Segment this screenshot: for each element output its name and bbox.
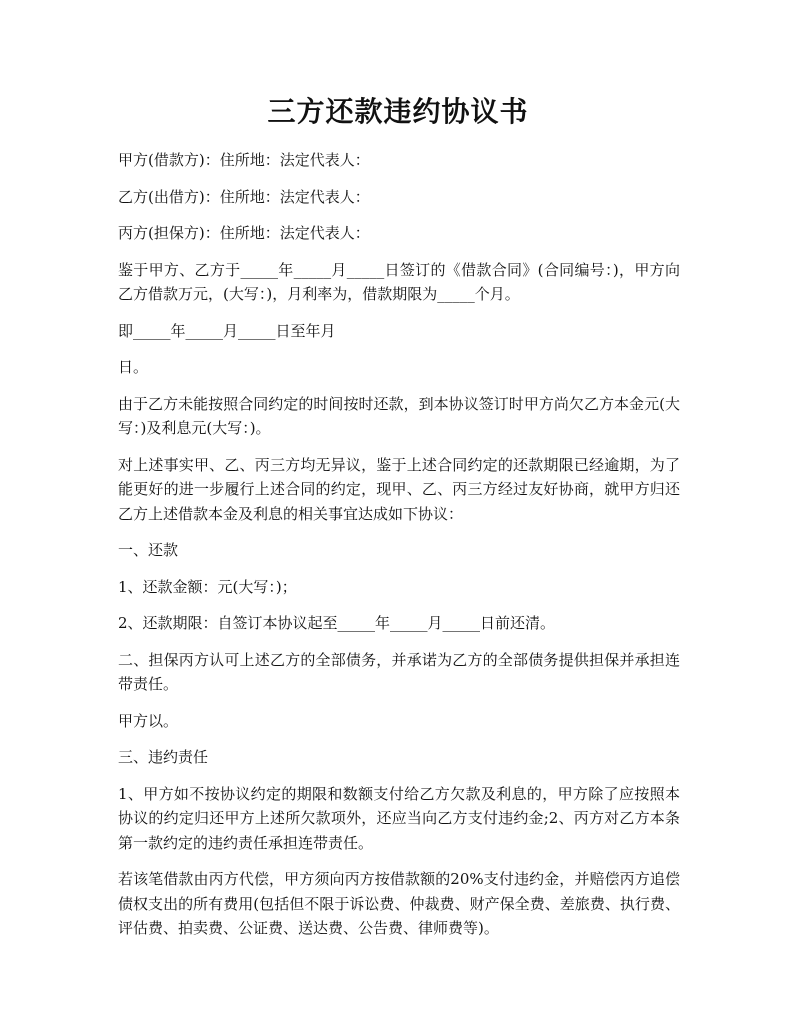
party-b-line: 乙方(出借方)：住所地：法定代表人： [118,187,370,206]
party-c-line: 丙方(担保方)：住所地：法定代表人： [118,224,370,242]
document-body [118,148,680,953]
loan-contract-paragraph: 鉴于甲方、乙方于_____年_____月_____日签订的《借款合同》(合同编号：)，甲方向乙方借款万元，(大写：)，月利率为，借款期限为_____个月。 [118,260,680,303]
party-a-line: 甲方(借款方)：住所地：法定代表人： [118,151,370,169]
section-liability-heading: 三、违约责任 [118,748,209,766]
loan-period-end-line: 日。 [118,358,149,376]
agreement-intro-paragraph: 对上述事实甲、乙、丙三方均无异议，鉴于上述合同约定的还款期限已经逾期，为了能更好的进一步履行上述合同的约定，现甲、乙、丙三方经过友好协商，就甲方归还乙方上述借款本金及利息的相关事宜达成如下协议： [118,455,680,523]
liability-clause-2: 若该笔借款由丙方代偿，甲方须向丙方按借款额的20%支付违约金，并赔偿丙方追偿债权支出的所有费用(包括但不限于诉讼费、仲裁费、财产保全费、差旅费、执行费、评估费、拍卖费、公证费、送达费、公告费、律师费等)。 [118,870,680,937]
repayment-deadline-clause: 2、还款期限：自签订本协议起至_____年_____月_____日前还清。 [118,614,556,632]
outstanding-debt-paragraph: 由于乙方未能按照合同约定的时间按时还款，到本协议签订时甲方尚欠乙方本金元(大写：)及利息元(大写：)。 [118,394,680,437]
guarantee-clause: 二、担保丙方认可上述乙方的全部债务，并承诺为乙方的全部债务提供担保并承担连带责任。 [118,650,680,693]
loan-period-line: 即_____年_____月_____日至年月 [118,321,336,340]
section-repayment-heading: 一、还款 [118,541,179,559]
repayment-amount-clause: 1、还款金额：元(大写：)； [118,577,297,596]
document-title: 三方还款违约协议书 [267,95,529,128]
liability-clause-1: 1、甲方如不按协议约定的期限和数额支付给乙方欠款及利息的，甲方除了应按照本协议的约定归还甲方上述所欠款项外，还应当向乙方支付违约金;2、丙方对乙方本条第一款约定的违约责任承担连带责任。 [118,784,680,852]
party-a-line-short: 甲方以。 [118,711,179,730]
